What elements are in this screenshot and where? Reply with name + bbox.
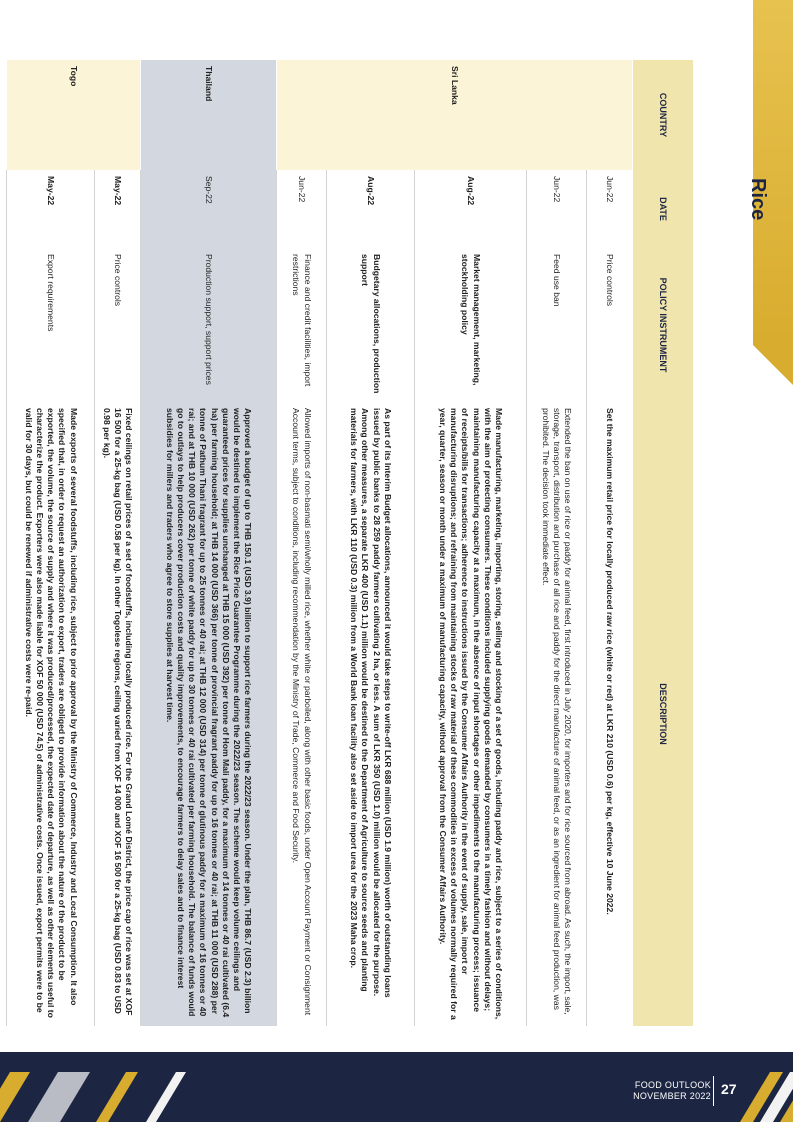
page-footer [0, 1052, 793, 1122]
row-description: Extended the ban on use of rice or paddy for animal feed, first introduced in July 2020, for importers and for rice sourced from abroad. As such, the import, sale, storage, transport, distribution and purchase of all rice and paddy for the direct manufacture of animal feed, or as an ingredient for animal feed production, was prohibited. The decision took immediate effect. [527, 402, 587, 1026]
footer-divider [713, 1076, 714, 1106]
header-country: COUNTRY [633, 60, 694, 170]
row-policy: Market management, marketing, stockholding policy [415, 248, 527, 402]
row-policy: Price controls [95, 248, 141, 402]
corner-accent [753, 0, 793, 345]
header-policy-instrument: POLICY INSTRUMENT [633, 248, 694, 402]
row-description: Approved a budget of up to THB 150.1 (USD 3.9) billion to support rice farmers during the 2022/23 season. Under the plan, THB 86.7 (USD 2.3) billion would be destined to implement the Rice Price Guarantee Programme during the 2022/23 season. The scheme would keep volume ceilings and guaranteed prices for supplies unchanged at THB 15 000 (USD 392) per tonne of Hom Mali paddy, for a maximum of 14 tonnes or 40 rai cultivated (6.4 ha) per farming household; at THB 14 000 (USD 366) per tonne of provincial fragrant paddy for up to 16 tonnes or 40 rai; at THB 11 000 (USD 288) per tonne of Pathum Thani fragrant for up to 25 tonnes or 40 rai; at THB 12 000 (USD 314) per tonne of glutinous paddy for a maximum of 16 tonnes or 40 rai; and at THB 10 000 (USD 262) per tonne of white paddy for up to 30 tonnes or 40 rai cultivated per farming household. The balance of funds would go to outlays to help producers cover production costs and quality improvements, to encourage farmers to delay sales and to finance interest subsidies for millers and traders who agree to store supplies at harvest time. [141, 402, 277, 1026]
row-description: As part of its Interim Budget allocations, announced it would take steps to write-off LKR 688 million (USD 1.9 million) worth of outstanding loans issued by public banks to 28 259 paddy farmers cultivating 2 ha, or less. A sum of LKR 350 (USD 1.0) million would be allocated for the purpose. Among other measures, a separate LKR 400 (USD 1.1) million would be destined to the Department of Agriculture to source seeds and planting materials for farmers, with LKR 110 (USD 0.3) million from a World Bank loan facility also set aside to import urea for the 2023 Maha crop. [327, 402, 415, 1026]
country-thailand: Thailand [141, 60, 277, 170]
row-date: May-22 [95, 170, 141, 248]
country-togo: Togo [7, 60, 141, 170]
row-date: Aug-22 [415, 170, 527, 248]
row-policy: Production support, support prices [141, 248, 277, 402]
row-policy: Export requirements [7, 248, 95, 402]
table-row [277, 60, 327, 1026]
row-date: Jun-22 [277, 170, 327, 248]
table-row [327, 60, 415, 1026]
country-sri-lanka: Sri Lanka [277, 60, 633, 170]
table-row [587, 60, 633, 1026]
row-policy: Feed use ban [527, 248, 587, 402]
row-policy: Price controls [587, 248, 633, 402]
table-row [95, 60, 141, 1026]
row-description: Made exports of several foodstuffs, including rice, subject to prior approval by the Ministry of Commerce, Industry and Local Consumption. It also specified that, in order to request an authorization to export, traders are obliged to provide information about the nature of the product to be exported, the volume, the source of supply and where it was produced/processed, the expected date of departure, as well as other elements useful to characterize the product. Exporters were also made liable for XOF 50 000 (USD 74.5) of administrative costs. Once issued, export permits were to be valid for 30 days, but could be renewed if administrative costs were re-paid. [7, 402, 95, 1026]
row-date: Jun-22 [587, 170, 633, 248]
table-row [141, 60, 277, 1026]
table-header-row [633, 60, 694, 1026]
footer-date: NOVEMBER 2022 [633, 1091, 711, 1102]
policy-table-container [23, 60, 693, 1026]
table-row [7, 60, 95, 1026]
row-date: May-22 [7, 170, 95, 248]
header-description: DESCRIPTION [633, 402, 694, 1026]
table-row [415, 60, 527, 1026]
row-date: Sep-22 [141, 170, 277, 248]
page-number: 27 [721, 1081, 737, 1097]
table-row [527, 60, 587, 1026]
footer-title: FOOD OUTLOOK [634, 1080, 711, 1090]
section-title: Rice [747, 178, 769, 221]
row-date: Jun-22 [527, 170, 587, 248]
row-description: Set the maximum retail price for locally produced raw rice (white or red) at LKR 210 (USD 0.6) per kg, effective 10 June 2022. [587, 402, 633, 1026]
row-description: Made manufacturing, marketing, importing, storing, selling and stocking of a set of goods, including paddy and rice, subject to a series of conditions, with the aim of protecting consumers. These conditions included supplying goods demanded by consumers in a timely fashion and without delays; maintaining manufacturing capacity at a maximum, in the absence of input shortages or other impediments to the manufacturing process; issuance of receipts/bills for transactions; adherence to instructions issued by the Consumer Affairs Authority in the event of supply, sale, import or manufacturing disruptions; and refraining from maintaining stocks of raw material of these commodities in excess of volumes normally required for a year, quarter, season or month under a maximum of manufacturing capacity, without approval from the Consumer Affairs Authority. [415, 402, 527, 1026]
row-policy: Budgetary allocations, production support [327, 248, 415, 402]
footer-publication [633, 1080, 711, 1103]
corner-accent-tip [753, 345, 793, 385]
row-description: Allowed imports of non-basmati semi/wholly milled rice, whether white or parboiled, along with other basic foods, under Open Account Payment or Consignment Account terms, subject to conditions, including recommendation by the Ministry of Trade, Commerce and Food Security. [277, 402, 327, 1026]
row-description: Fixed ceilings on retail prices of a set of foodstuffs, including locally produced rice. For the Grand Lomé District, the price cap of rice was set at XOF 16 500 for a 25-kg bag (USD 0.58 per kg). In other Togolese regions, ceiling varied from XOF 14 000 and XOF 16 500 for a 25-kg bag (USD 0.83 to USD 0.98 per kg). [95, 402, 141, 1026]
header-date: DATE [633, 170, 694, 248]
row-policy: Finance and credit facilities, import restrictions [277, 248, 327, 402]
row-date: Aug-22 [327, 170, 415, 248]
policy-table [6, 60, 693, 1026]
